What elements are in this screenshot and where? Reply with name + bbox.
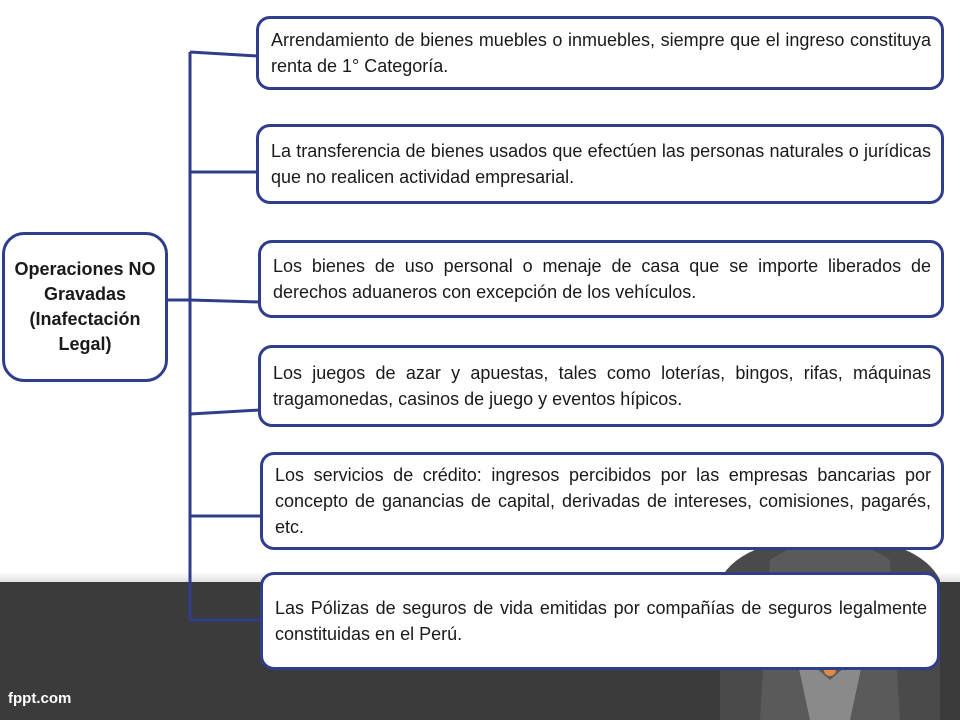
connector-branch-4 bbox=[190, 410, 260, 414]
branch-text-3: Los bienes de uso personal o menaje de casa que se importe liberados de derechos aduaneros con excepción de los vehículos. bbox=[273, 256, 931, 302]
root-node bbox=[2, 232, 168, 382]
branch-text-2: La transferencia de bienes usados que efectúen las personas naturales o jurídicas que no realicen actividad empresarial. bbox=[271, 141, 931, 187]
connector-branch-3 bbox=[190, 300, 260, 302]
branch-node-5 bbox=[260, 452, 944, 550]
connector-branch-1 bbox=[190, 52, 258, 56]
branch-node-2 bbox=[256, 124, 944, 204]
branch-node-1 bbox=[256, 16, 944, 90]
branch-node-3 bbox=[258, 240, 944, 318]
branch-node-4 bbox=[258, 345, 944, 427]
branch-text-4: Los juegos de azar y apuestas, tales como loterías, bingos, rifas, máquinas tragamonedas, casinos de juego y eventos hípicos. bbox=[273, 363, 931, 409]
root-label: Operaciones NO Gravadas (Inafectación Legal) bbox=[14, 259, 156, 354]
branch-text-5: Los servicios de crédito: ingresos percibidos por las empresas bancarias por concepto de ganancias de capital, derivadas de intereses, comisiones, pagarés, etc. bbox=[275, 465, 931, 537]
branch-text-6: Las Pólizas de seguros de vida emitidas por compañías de seguros legalmente constituidas en el Perú. bbox=[275, 598, 927, 644]
brand-text: fppt.com bbox=[8, 690, 72, 707]
branch-node-6 bbox=[260, 572, 940, 670]
branch-text-1: Arrendamiento de bienes muebles o inmuebles, siempre que el ingreso constituya renta de 1° Categoría. bbox=[271, 30, 931, 76]
